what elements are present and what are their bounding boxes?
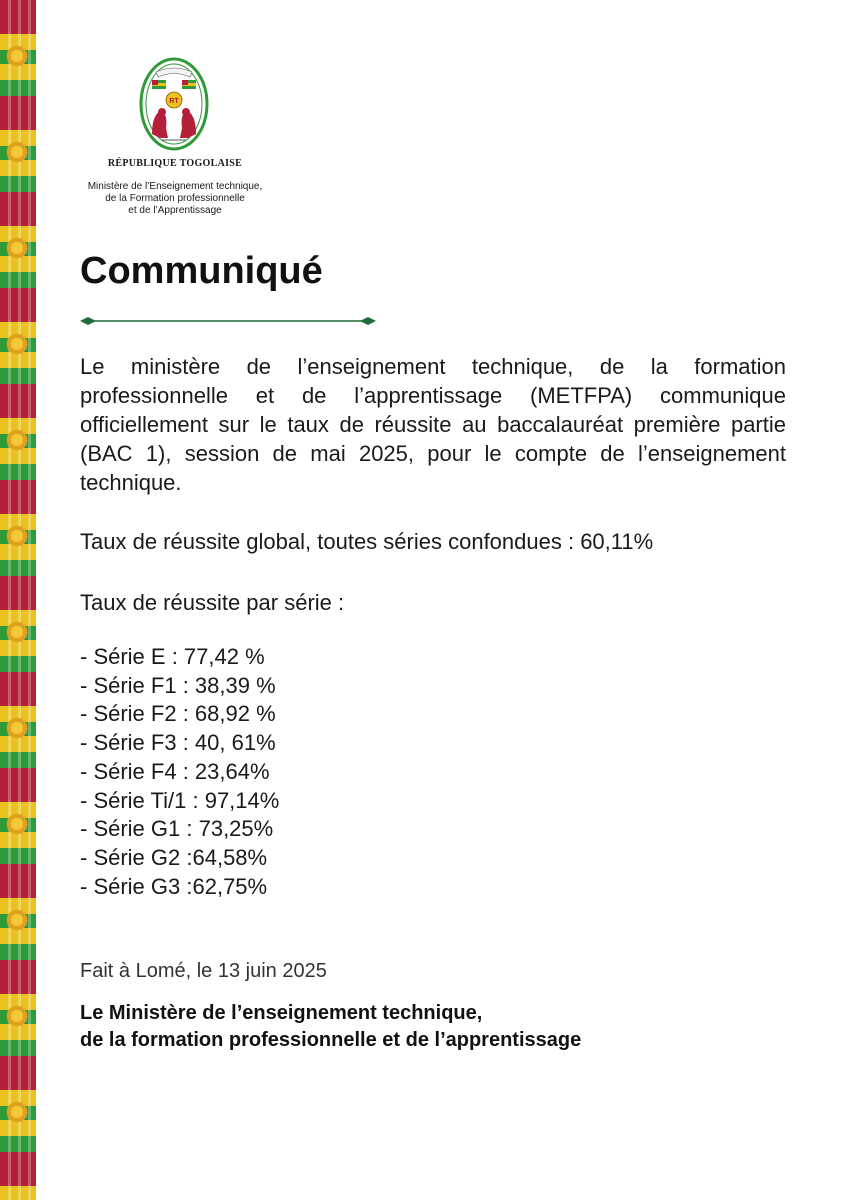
ministry-name (70, 181, 280, 217)
sun-motif-icon (5, 524, 29, 548)
list-item: - Série G2 :64,58% (80, 844, 268, 870)
sun-motif-icon (5, 428, 29, 452)
signature (80, 1000, 581, 1054)
ministry-line: et de l’Apprentissage (128, 205, 222, 216)
ministry-line: de la Formation professionnelle (105, 193, 245, 204)
sun-motif-icon (5, 908, 29, 932)
sun-motif-icon (5, 236, 29, 260)
sun-motif-icon (5, 332, 29, 356)
page-title: Communiqué (80, 250, 323, 292)
sun-motif-icon (5, 716, 29, 740)
republic-name: RÉPUBLIQUE TOGOLAISE (107, 158, 243, 169)
list-item: - Série F4 : 23,64% (80, 758, 270, 784)
signature-line: Le Ministère de l’enseignement technique, (80, 1002, 483, 1024)
list-item: - Série F3 : 40, 61% (80, 730, 276, 756)
list-item: - Série G3 :62,75% (80, 873, 268, 899)
sun-motif-icon (5, 44, 29, 68)
sun-motif-icon (5, 1004, 29, 1028)
intro-paragraph: Le ministère de l’enseignement technique, de la formation professionnelle et de l’apprentissage (METFPA) communique officiellement sur le taux de réussite au baccalauréat première partie (BAC 1), session de mai 2025, pour le compte de l’enseignement technique. (80, 354, 786, 495)
list-item: - Série E : 77,42 % (80, 644, 265, 669)
coat-of-arms-icon (138, 56, 210, 152)
list-item: - Série Ti/1 : 97,14% (80, 787, 280, 813)
sun-motif-icon (5, 812, 29, 836)
sun-motif-icon (5, 620, 29, 644)
title-divider (80, 314, 376, 328)
svg-text:RT: RT (169, 98, 179, 105)
sun-motif-icon (5, 140, 29, 164)
place-date: Fait à Lomé, le 13 juin 2025 (80, 960, 327, 982)
sun-motif-icon (5, 1100, 29, 1124)
list-item: - Série F2 : 68,92 % (80, 701, 276, 727)
ministry-line: Ministère de l’Enseignement technique, (87, 181, 263, 192)
series-list (80, 643, 279, 901)
decorative-border (0, 0, 36, 1200)
global-rate: Taux de réussite global, toutes séries confondues : 60,11% (80, 529, 654, 554)
signature-line: de la formation professionnelle et de l’apprentissage (80, 1029, 582, 1051)
list-item: - Série F1 : 38,39 % (80, 672, 276, 698)
list-item: - Série G1 : 73,25% (80, 816, 274, 842)
series-heading: Taux de réussite par série : (80, 590, 345, 615)
